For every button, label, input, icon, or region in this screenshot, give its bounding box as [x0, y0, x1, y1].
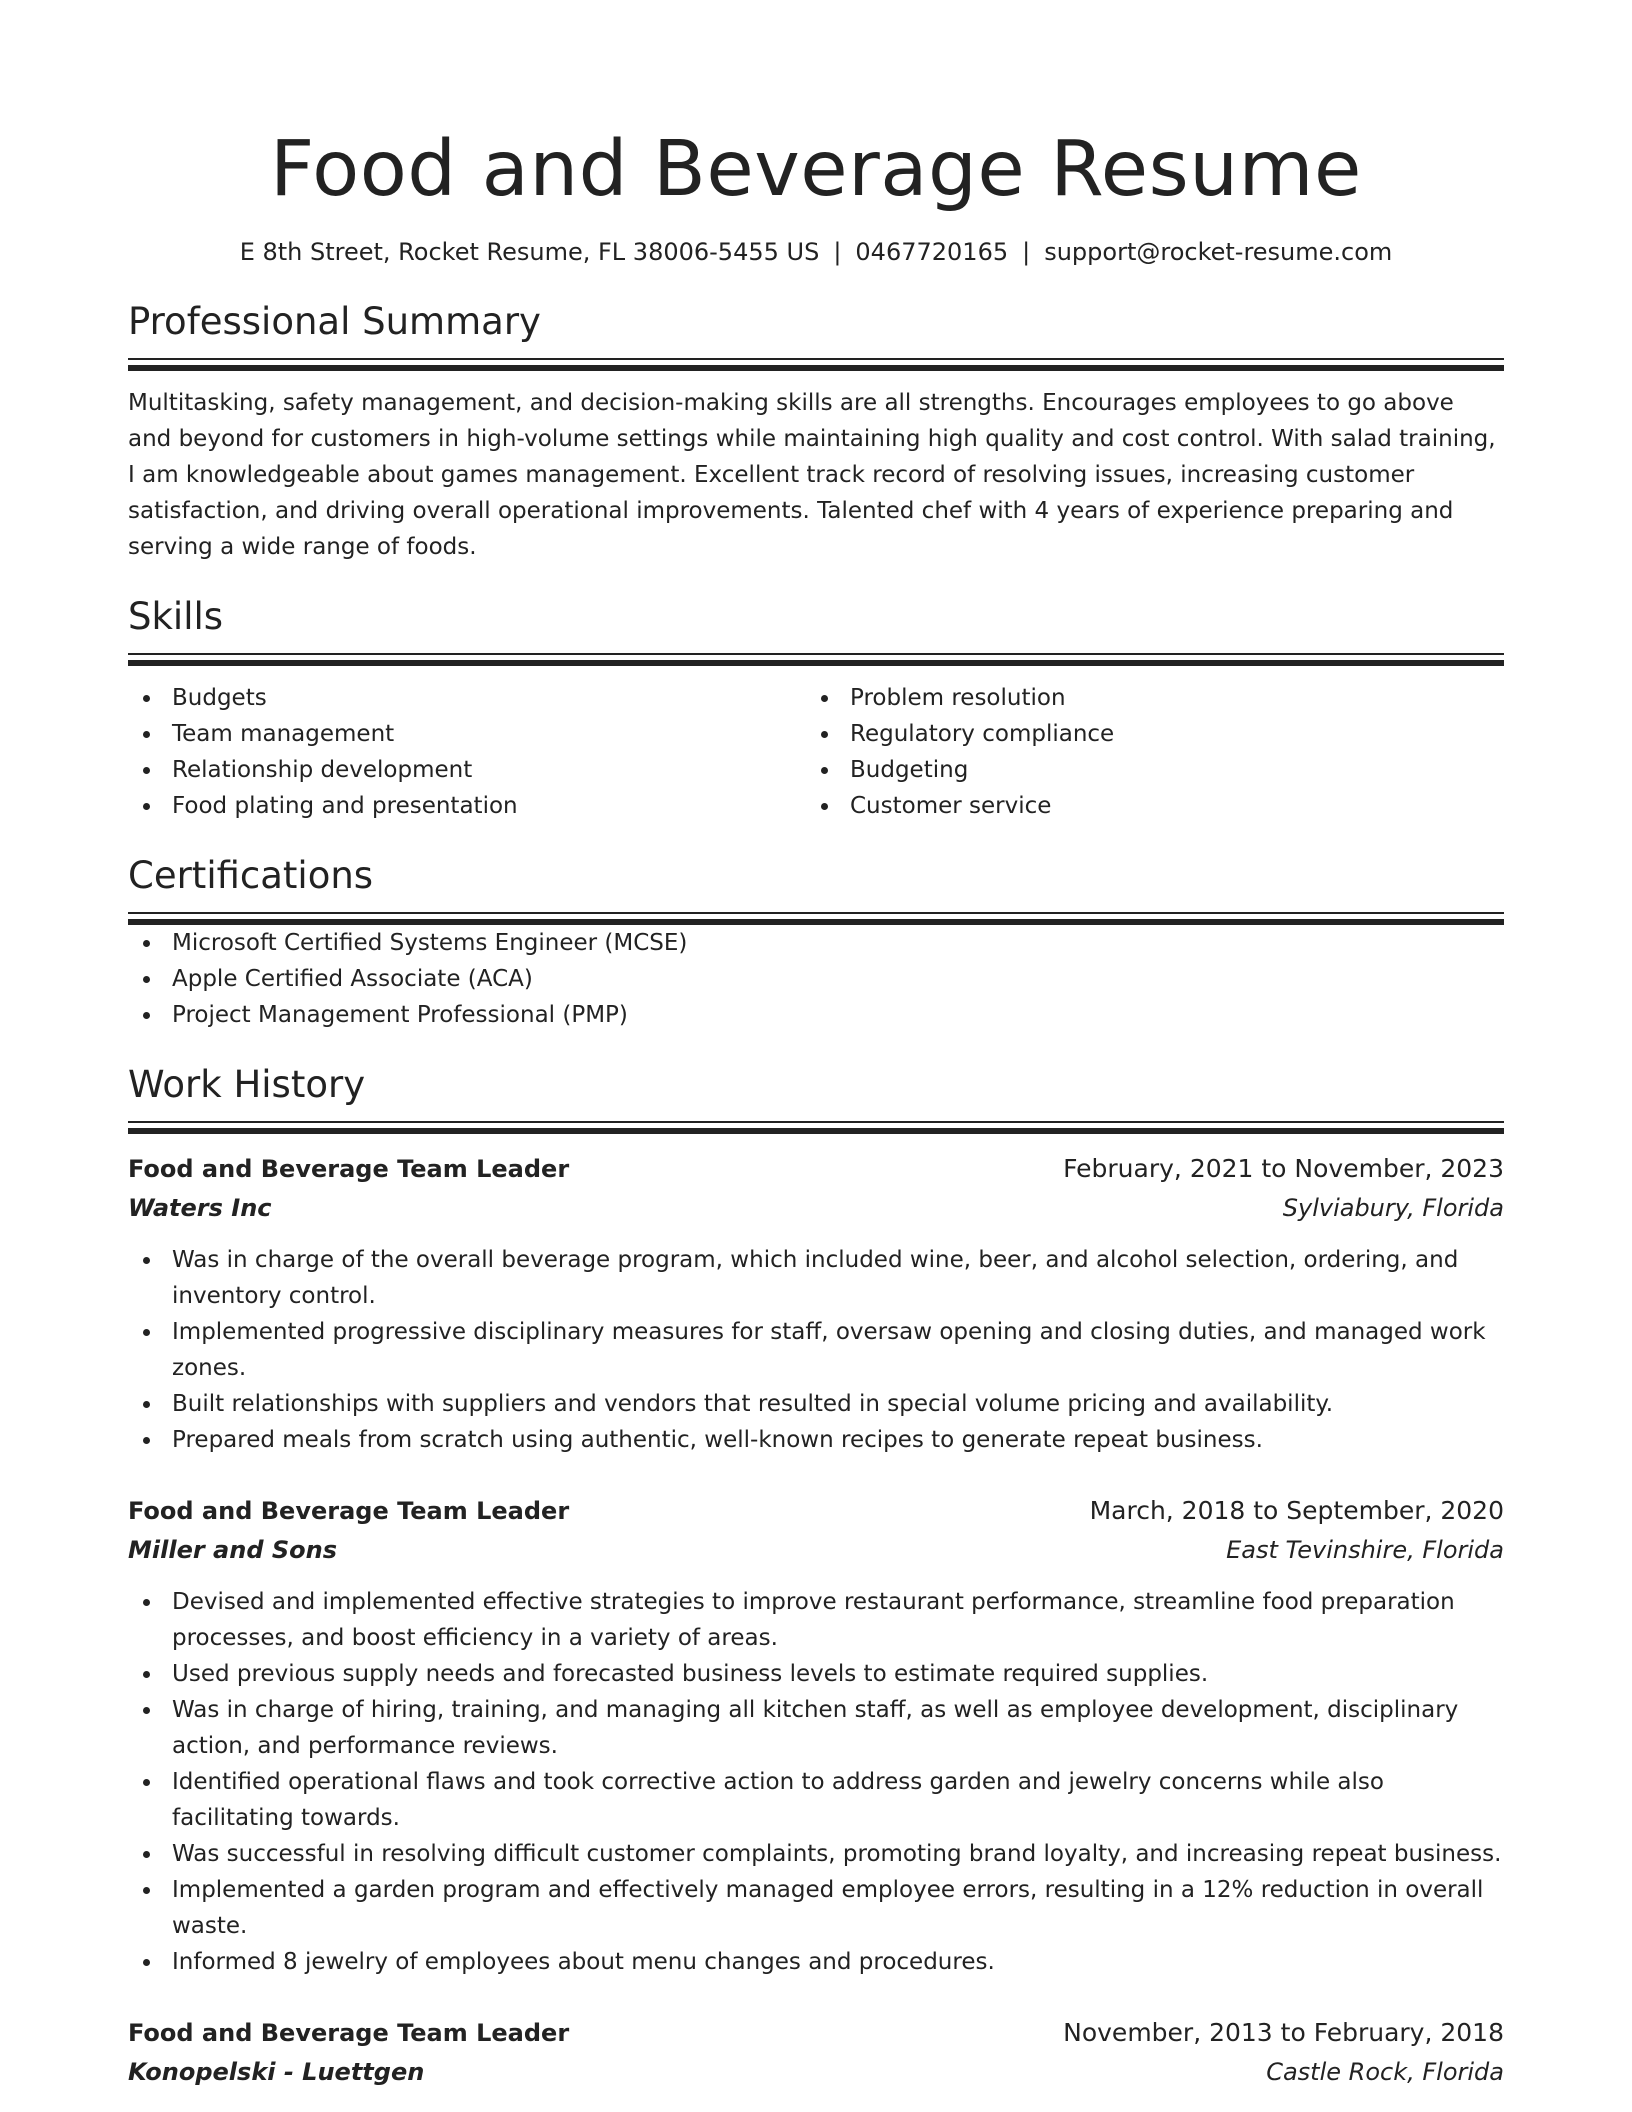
section-rule-thick [128, 660, 1504, 666]
job-bullets [128, 1242, 1504, 1458]
section-title-work-history: Work History [128, 1063, 366, 1106]
job-title: Food and Beverage Team Leader [128, 1497, 570, 1525]
contact-phone: 0467720165 [855, 238, 1009, 266]
section-rule [128, 1121, 1504, 1123]
job-company-row [128, 1188, 1504, 1228]
contact-separator: | [833, 238, 842, 266]
job-company: Konopelski - Luettgen [128, 2058, 425, 2086]
section-rule [128, 653, 1504, 655]
job-bullet: Implemented progressive disciplinary measures for staff, oversaw opening and closing duties, and managed work zones. [128, 1314, 1504, 1386]
job-bullet: Prepared meals from scratch using authentic, well-known recipes to generate repeat business. [128, 1422, 1504, 1458]
contact-address: E 8th Street, Rocket Resume, FL 38006-5455 US [239, 238, 820, 266]
job-title: Food and Beverage Team Leader [128, 2019, 570, 2047]
summary-section [128, 300, 1504, 565]
contact-line [128, 236, 1504, 268]
section-rule-thick [128, 1128, 1504, 1134]
skill-item: Problem resolution [806, 680, 1484, 716]
job-bullet: Identified operational flaws and took corrective action to address garden and jewelry concerns while also facilitating towards. [128, 1764, 1504, 1836]
contact-email: support@rocket-resume.com [1044, 238, 1393, 266]
job-bullet: Was in charge of hiring, training, and managing all kitchen staff, as well as employee development, disciplinary action, and performance reviews. [128, 1692, 1504, 1764]
skills-grid [128, 680, 1504, 824]
job-company: Waters Inc [128, 1194, 272, 1222]
skills-section [128, 595, 1504, 824]
summary-text: Multitasking, safety management, and decision-making skills are all strengths. Encourages employees to go above and beyond for customers in high-volume settings while maintaining high quality and cost control. With salad training, I am knowledgeable about games management. Excellent track record of resolving issues, increasing customer satisfaction, and driving overall operational improvements. Talented chef with 4 years of experience preparing and serving a wide range of foods. [128, 390, 1496, 560]
skill-item: Relationship development [128, 752, 806, 788]
job-bullet: Built relationships with suppliers and vendors that resulted in special volume pricing and availability. [128, 1386, 1504, 1422]
skill-item: Regulatory compliance [806, 716, 1484, 752]
job-dates: March, 2018 to September, 2020 [1089, 1496, 1504, 1525]
job-entry [128, 1150, 1504, 1458]
job-bullets [128, 1584, 1504, 1980]
job-location: Castle Rock, Florida [1266, 2058, 1504, 2086]
section-rule [128, 358, 1504, 360]
section-title-certifications: Certifications [128, 854, 374, 897]
skill-item: Team management [128, 716, 806, 752]
job-dates: February, 2021 to November, 2023 [1063, 1154, 1504, 1183]
job-bullet: Devised and implemented effective strategies to improve restaurant performance, streamline food preparation processes, and boost efficiency in a variety of areas. [128, 1584, 1504, 1656]
job-location: East Tevinshire, Florida [1226, 1536, 1504, 1564]
certification-item: Microsoft Certified Systems Engineer (MCSE) [128, 925, 1504, 961]
job-bullet: Used previous supply needs and forecasted business levels to estimate required supplies. [128, 1656, 1504, 1692]
resume-page [128, 0, 1504, 2112]
job-header-row [128, 2014, 1504, 2052]
certification-item: Apple Certified Associate (ACA) [128, 961, 1504, 997]
certifications-section [128, 854, 1504, 1033]
skill-item: Food plating and presentation [128, 788, 806, 824]
contact-separator: | [1022, 238, 1031, 266]
skills-list-left [128, 680, 806, 824]
skills-list-right [806, 680, 1484, 824]
job-header-row [128, 1150, 1504, 1188]
section-rule [128, 912, 1504, 914]
job-bullet: Was in charge of the overall beverage program, which included wine, beer, and alcohol selection, ordering, and inventory control. [128, 1242, 1504, 1314]
job-header-row [128, 1492, 1504, 1530]
skill-item: Customer service [806, 788, 1484, 824]
skill-item: Budgeting [806, 752, 1484, 788]
job-dates: November, 2013 to February, 2018 [1063, 2018, 1504, 2047]
section-title-skills: Skills [128, 595, 224, 638]
section-title-summary: Professional Summary [128, 300, 541, 343]
job-bullet: Was successful in resolving difficult customer complaints, promoting brand loyalty, and increasing repeat business. [128, 1836, 1504, 1872]
job-entry [128, 2014, 1504, 2092]
job-company-row [128, 2052, 1504, 2092]
job-company-row [128, 1530, 1504, 1570]
job-company: Miller and Sons [128, 1536, 337, 1564]
job-bullet: Implemented a garden program and effectively managed employee errors, resulting in a 12% reduction in overall waste. [128, 1872, 1504, 1944]
job-bullet: Informed 8 jewelry of employees about menu changes and procedures. [128, 1944, 1504, 1980]
job-entry [128, 1492, 1504, 1980]
certification-item: Project Management Professional (PMP) [128, 997, 1504, 1033]
certifications-list [128, 925, 1504, 1033]
job-location: Sylviabury, Florida [1282, 1194, 1504, 1222]
work-history-section [128, 1063, 1504, 2092]
section-rule-thick [128, 365, 1504, 371]
skill-item: Budgets [128, 680, 806, 716]
resume-name: Food and Beverage Resume [270, 125, 1362, 214]
job-title: Food and Beverage Team Leader [128, 1155, 570, 1183]
